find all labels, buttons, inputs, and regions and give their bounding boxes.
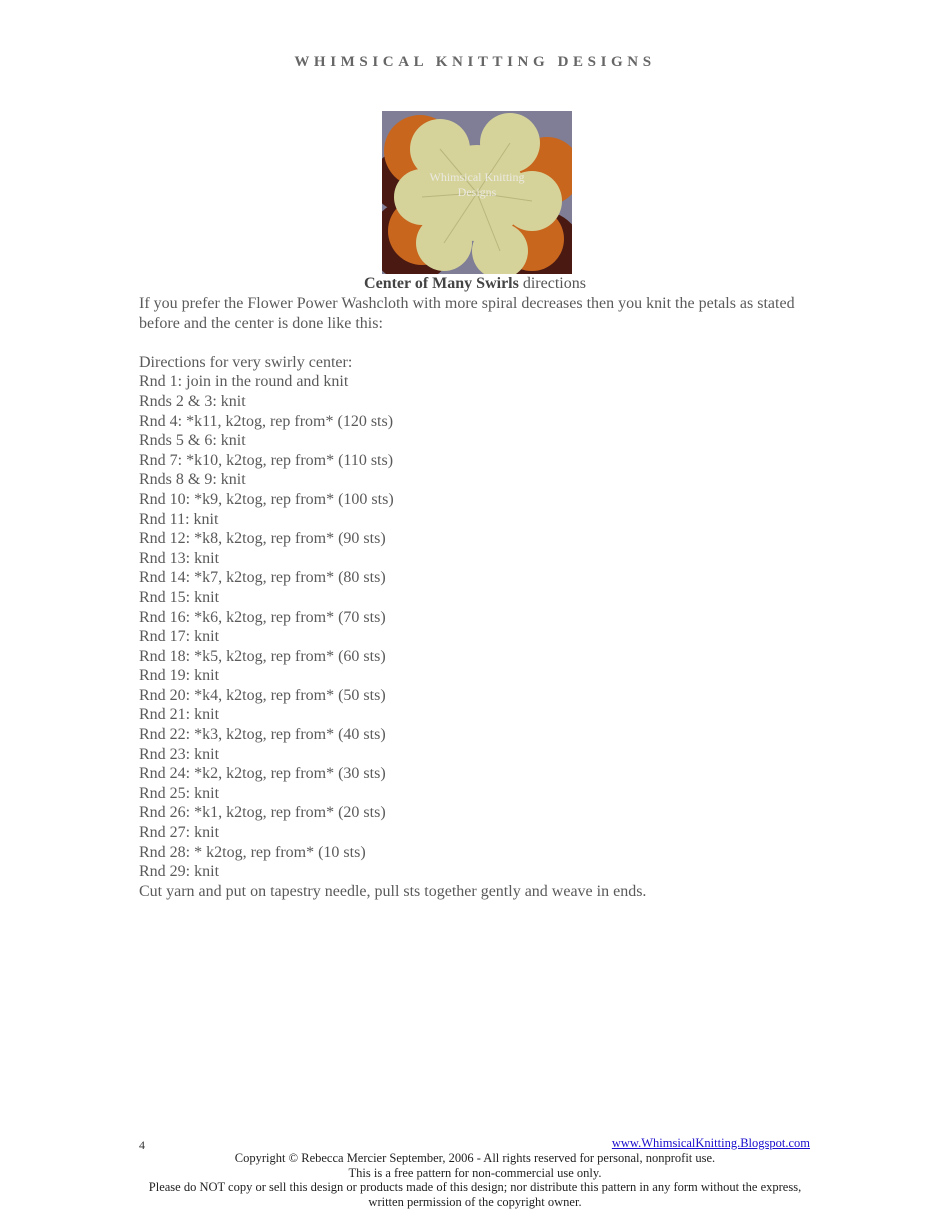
round-line: Rnd 25: knit: [139, 784, 220, 802]
page-header-title: WHIMSICAL KNITTING DESIGNS: [294, 54, 656, 70]
round-line: Rnd 21: knit: [139, 706, 220, 724]
copyright-notice: [130, 1151, 820, 1209]
round-line: Rnd 24: *k2, k2tog, rep from* (30 sts): [139, 765, 386, 783]
round-line: Rnds 2 & 3: knit: [139, 392, 246, 410]
round-line: Rnd 14: *k7, k2tog, rep from* (80 sts): [139, 569, 386, 587]
photo-watermark-line2: Designs: [457, 185, 497, 199]
photo-caption: [0, 274, 950, 294]
copyright-line: Copyright © Rebecca Mercier September, 2006 - All rights reserved for personal, nonprofit use.: [234, 1151, 716, 1165]
round-line: Rnd 11: knit: [139, 510, 219, 528]
round-line: Rnd 10: *k9, k2tog, rep from* (100 sts): [139, 490, 394, 508]
round-line: Rnd 12: *k8, k2tog, rep from* (90 sts): [139, 530, 386, 548]
round-line: Rnd 18: *k5, k2tog, rep from* (60 sts): [139, 647, 386, 665]
free-pattern-line: This is a free pattern for non-commercial use only.: [348, 1165, 602, 1180]
round-line: Rnd 27: knit: [139, 824, 220, 842]
round-line: Rnd 26: *k1, k2tog, rep from* (20 sts): [139, 804, 386, 822]
round-list: [139, 372, 819, 881]
round-line: Rnd 16: *k6, k2tog, rep from* (70 sts): [139, 608, 386, 626]
round-line: Rnd 15: knit: [139, 588, 220, 606]
round-line: Rnd 17: knit: [139, 628, 220, 646]
round-line: Rnd 7: *k10, k2tog, rep from* (110 sts): [139, 451, 394, 469]
pattern-body: [139, 294, 819, 901]
blog-link[interactable]: www.WhimsicalKnitting.Blogspot.com: [611, 1136, 810, 1150]
round-line: Rnd 29: knit: [139, 863, 220, 881]
round-line: Rnd 22: *k3, k2tog, rep from* (40 sts): [139, 726, 386, 744]
finishing-instruction: Cut yarn and put on tapestry needle, pull sts together gently and weave in ends.: [139, 882, 647, 900]
directions-heading: Directions for very swirly center:: [139, 353, 353, 371]
intro-paragraph: If you prefer the Flower Power Washcloth with more spiral decreases then you knit the petals as stated before and the center is done like this:: [139, 295, 795, 332]
round-line: Rnds 8 & 9: knit: [139, 471, 246, 489]
round-line: Rnd 4: *k11, k2tog, rep from* (120 sts): [139, 412, 394, 430]
washcloth-photo: [382, 111, 572, 274]
caption-bold-title: Center of Many Swirls: [364, 275, 519, 292]
round-line: Rnd 23: knit: [139, 745, 220, 763]
permission-warning: Please do NOT copy or sell this design or products made of this design; nor distribute this pattern in any form without the express, written permission of the copyright owner.: [148, 1180, 802, 1209]
round-line: Rnd 19: knit: [139, 667, 220, 685]
round-line: Rnd 1: join in the round and knit: [139, 373, 349, 391]
round-line: Rnd 20: *k4, k2tog, rep from* (50 sts): [139, 686, 386, 704]
page-number: 4: [139, 1138, 145, 1152]
round-line: Rnd 28: * k2tog, rep from* (10 sts): [139, 843, 366, 861]
photo-watermark-line1: Whimsical Knitting: [429, 170, 525, 184]
round-line: Rnd 13: knit: [139, 549, 220, 567]
caption-rest: directions: [518, 275, 586, 292]
round-line: Rnds 5 & 6: knit: [139, 432, 246, 450]
